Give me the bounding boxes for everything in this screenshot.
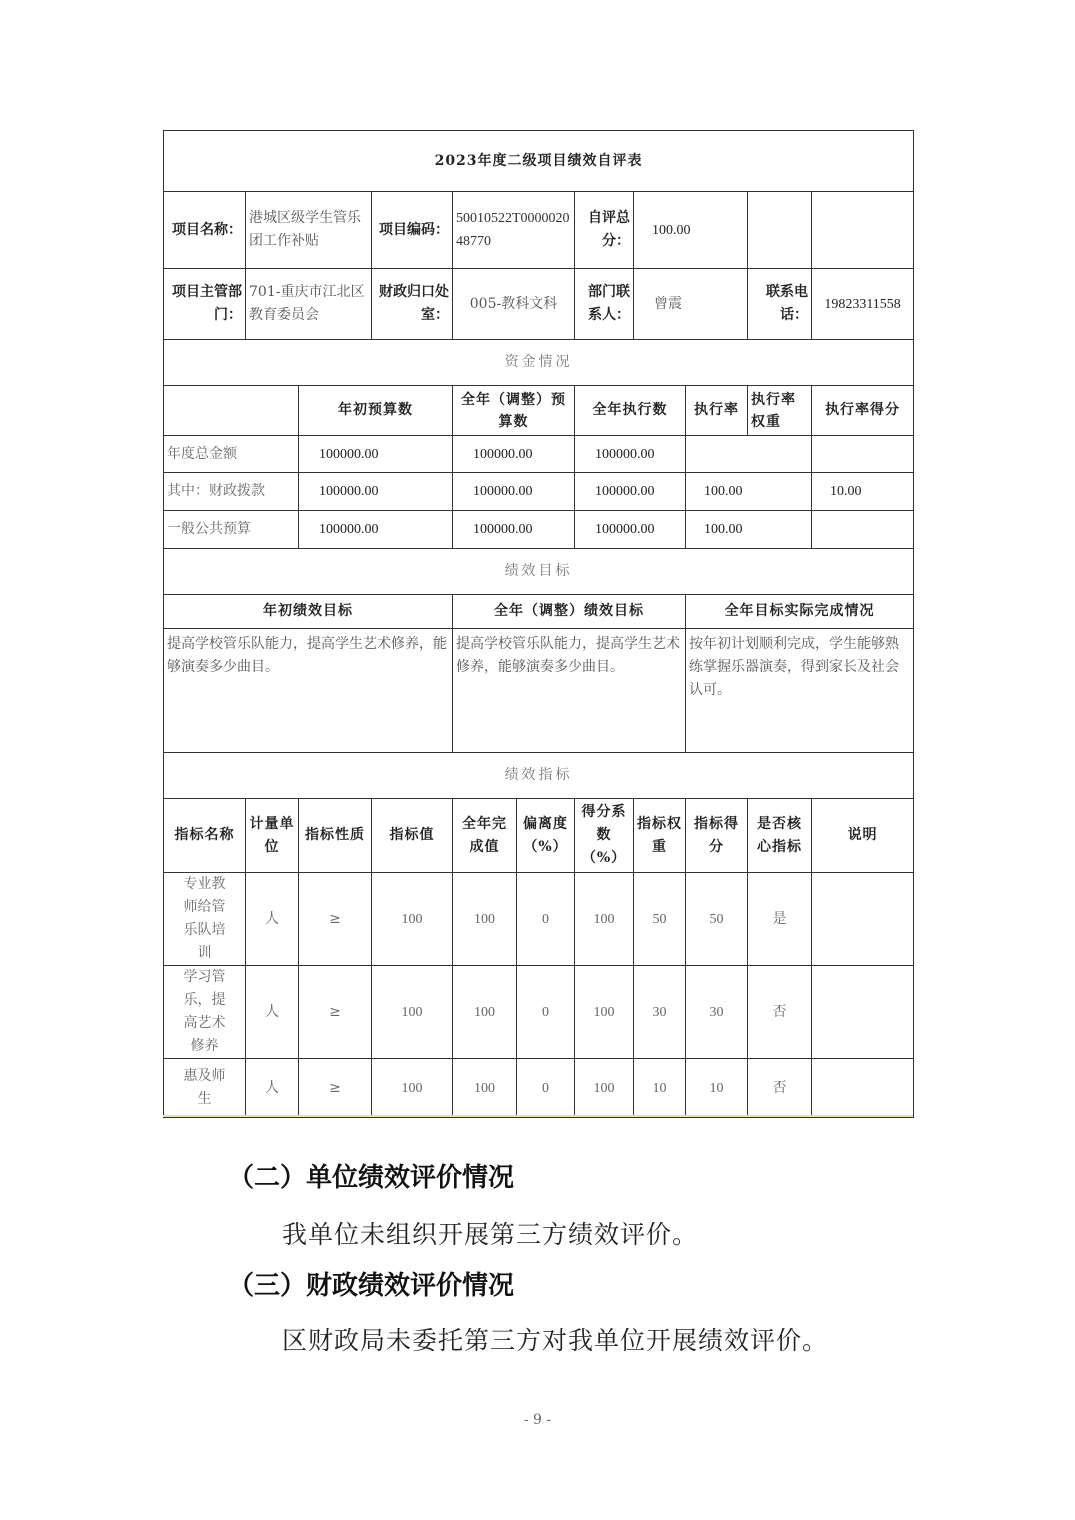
ind-score: 10 — [686, 1059, 748, 1118]
funds-header-executed: 全年执行数 — [575, 386, 686, 436]
ind-unit: 人 — [246, 873, 299, 966]
ind-score: 50 — [686, 873, 748, 966]
section-text-finance-evaluation: 区财政局未委托第三方对我单位开展绩效评价。 — [282, 1326, 829, 1355]
ind-target: 100 — [372, 873, 453, 966]
ind-actual: 100 — [453, 966, 517, 1059]
ind-header-deviation: 偏离度（%） — [517, 799, 575, 873]
dept-value: 701-重庆市江北区教育委员会 — [246, 269, 372, 340]
ind-weight: 10 — [634, 1059, 686, 1118]
ind-deviation: 0 — [517, 1059, 575, 1118]
ind-name: 学习管乐，提高艺术修养 — [164, 966, 246, 1059]
dept-label: 项目主管部门： — [164, 269, 246, 340]
funds-row-name: 年度总金额 — [164, 436, 299, 473]
funds-adjusted: 100000.00 — [453, 436, 575, 473]
funds-rate: 100.00 — [686, 511, 812, 549]
funds-score — [812, 511, 914, 549]
ind-nature: ≥ — [299, 873, 372, 966]
goal-actual: 按年初计划顺利完成，学生能够熟练掌握乐器演奏，得到家长及社会认可。 — [686, 629, 914, 753]
empty-cell — [812, 192, 914, 269]
ind-weight: 30 — [634, 966, 686, 1059]
section-heading-unit-evaluation: （二）单位绩效评价情况 — [228, 1163, 515, 1193]
goals-header-actual: 全年目标实际完成情况 — [686, 595, 914, 629]
performance-table — [163, 130, 914, 1118]
ind-header-core: 是否核心指标 — [748, 799, 812, 873]
ind-core: 否 — [748, 966, 812, 1059]
total-score: 100.00 — [634, 192, 748, 269]
table-row — [164, 873, 914, 966]
funds-row-name: 一般公共预算 — [164, 511, 299, 549]
funds-header-rate: 执行率 — [686, 386, 748, 436]
phone-value: 19823311558 — [812, 269, 914, 340]
ind-name: 惠及师生 — [164, 1059, 246, 1118]
ind-coef: 100 — [575, 966, 634, 1059]
ind-target: 100 — [372, 1059, 453, 1118]
project-code: 50010522T000002048770 — [453, 192, 575, 269]
project-name-label: 项目名称： — [164, 192, 246, 269]
table-row — [164, 1059, 914, 1118]
funds-adjusted: 100000.00 — [453, 473, 575, 511]
ind-deviation: 0 — [517, 966, 575, 1059]
ind-header-unit: 计量单位 — [246, 799, 299, 873]
table-row — [164, 436, 914, 473]
table-row — [164, 473, 914, 511]
page-number: - 9 - — [523, 1412, 552, 1428]
funds-rate: 100.00 — [686, 473, 812, 511]
table-row — [164, 511, 914, 549]
funds-header-weight: 执行率权重 — [748, 386, 812, 436]
project-name: 港城区级学生管乐团工作补贴 — [246, 192, 372, 269]
funds-section-title: 资金情况 — [164, 340, 914, 386]
ind-header-coef: 得分系数（%） — [575, 799, 634, 873]
funds-initial: 100000.00 — [299, 436, 453, 473]
goal-adjusted: 提高学校管乐队能力，提高学生艺术修养，能够演奏多少曲目。 — [453, 629, 686, 753]
ind-deviation: 0 — [517, 873, 575, 966]
contact-label: 部门联系人： — [575, 269, 634, 340]
ind-name: 专业教师给管乐队培训 — [164, 873, 246, 966]
ind-target: 100 — [372, 966, 453, 1059]
funds-executed: 100000.00 — [575, 436, 686, 473]
finance-value: 005-教科文科 — [453, 269, 575, 340]
table-bottom-rule — [163, 1115, 913, 1117]
finance-label: 财政归口处室： — [372, 269, 453, 340]
ind-core: 是 — [748, 873, 812, 966]
funds-score — [812, 436, 914, 473]
indicators-section-title: 绩效指标 — [164, 753, 914, 799]
ind-unit: 人 — [246, 1059, 299, 1118]
goals-header-initial: 年初绩效目标 — [164, 595, 453, 629]
funds-executed: 100000.00 — [575, 473, 686, 511]
funds-header-initial: 年初预算数 — [299, 386, 453, 436]
ind-score: 30 — [686, 966, 748, 1059]
section-text-unit-evaluation: 我单位未组织开展第三方绩效评价。 — [282, 1220, 699, 1249]
funds-initial: 100000.00 — [299, 473, 453, 511]
score-label: 自评总分： — [575, 192, 634, 269]
ind-core: 否 — [748, 1059, 812, 1118]
ind-header-nature: 指标性质 — [299, 799, 372, 873]
funds-rate — [686, 436, 812, 473]
ind-note — [812, 873, 914, 966]
goals-section-title: 绩效目标 — [164, 549, 914, 595]
funds-header-score: 执行率得分 — [812, 386, 914, 436]
table-title: 2023年度二级项目绩效自评表 — [164, 131, 914, 192]
ind-nature: ≥ — [299, 1059, 372, 1118]
ind-actual: 100 — [453, 1059, 517, 1118]
funds-initial: 100000.00 — [299, 511, 453, 549]
funds-adjusted: 100000.00 — [453, 511, 575, 549]
ind-actual: 100 — [453, 873, 517, 966]
ind-nature: ≥ — [299, 966, 372, 1059]
ind-coef: 100 — [575, 1059, 634, 1118]
ind-unit: 人 — [246, 966, 299, 1059]
goal-initial: 提高学校管乐队能力，提高学生艺术修养，能够演奏多少曲目。 — [164, 629, 453, 753]
ind-note — [812, 1059, 914, 1118]
ind-header-target: 指标值 — [372, 799, 453, 873]
section-heading-finance-evaluation: （三）财政绩效评价情况 — [228, 1271, 515, 1301]
funds-score: 10.00 — [812, 473, 914, 511]
empty-cell — [748, 192, 812, 269]
table-row — [164, 966, 914, 1059]
goals-header-adjusted: 全年（调整）绩效目标 — [453, 595, 686, 629]
ind-note — [812, 966, 914, 1059]
ind-header-name: 指标名称 — [164, 799, 246, 873]
ind-weight: 50 — [634, 873, 686, 966]
funds-header-blank — [164, 386, 299, 436]
ind-header-actual: 全年完成值 — [453, 799, 517, 873]
ind-header-score: 指标得分 — [686, 799, 748, 873]
funds-header-adjusted: 全年（调整）预算数 — [453, 386, 575, 436]
ind-header-note: 说明 — [812, 799, 914, 873]
funds-executed: 100000.00 — [575, 511, 686, 549]
ind-coef: 100 — [575, 873, 634, 966]
phone-label: 联系电话： — [748, 269, 812, 340]
ind-header-weight: 指标权重 — [634, 799, 686, 873]
contact-value: 曾震 — [634, 269, 748, 340]
funds-row-name: 其中：财政拨款 — [164, 473, 299, 511]
project-code-label: 项目编码： — [372, 192, 453, 269]
